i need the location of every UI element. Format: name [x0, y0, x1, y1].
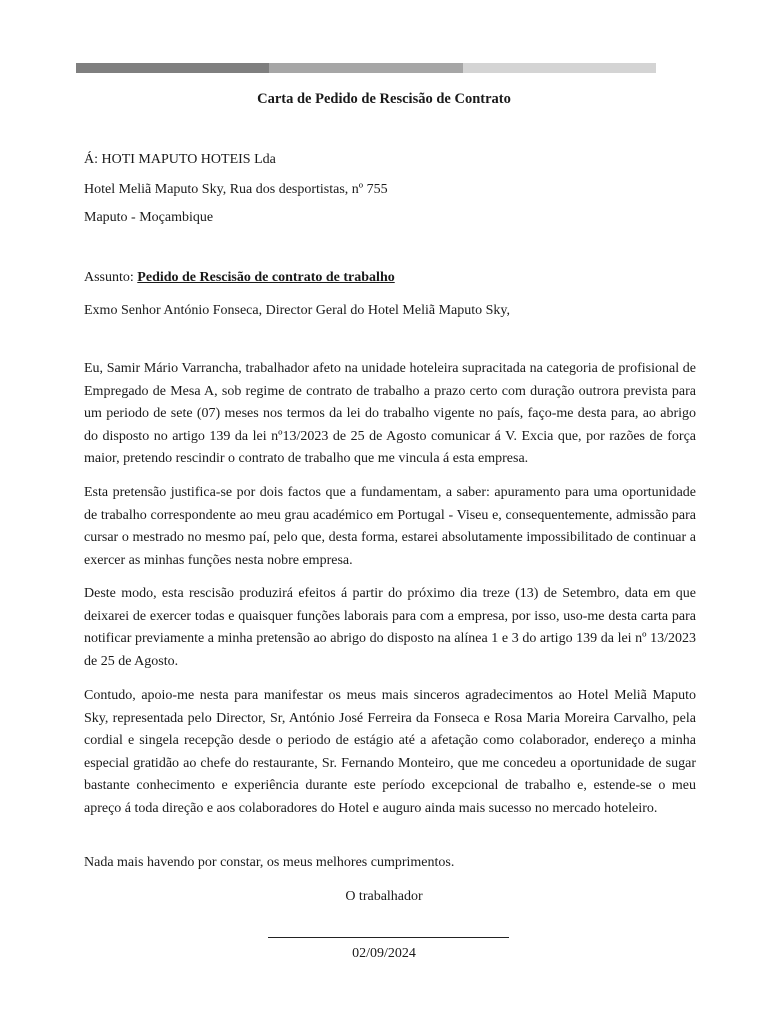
- signature-date: 02/09/2024: [352, 946, 416, 961]
- subject-label: Assunto:: [84, 270, 138, 285]
- signature-line: [268, 937, 509, 938]
- body-paragraph-1: Eu, Samir Mário Varrancha, trabalhador afeto na unidade hoteleira supracitada na categoria de profisional de Empregado de Mesa A, sob regime de contrato de trabalho a prazo certo com duração outrora prevista para um periodo de sete (07) meses nos termos da lei do trabalho vigente no país, faço-me desta para, ao abrigo do disposto no artigo 139 da lei nº13/2023 de 25 de Agosto comunicar á V. Excia que, por razões de força maior, pretendo rescindir o contrato de trabalho que me vincula á esta empresa.: [84, 361, 696, 466]
- body-paragraph-4: Contudo, apoio-me nesta para manifestar os meus mais sinceros agradecimentos ao Hotel Meliã Maputo Sky, representada pelo Director, Sr, António José Ferreira da Fonseca e Rosa Maria Moreira Carvalho, pela cordial e singela recepção desde o periodo de estágio até a afetação como colaborador, endereço a minha especial gratidão ao chefe do restaurante, Sr. Fernando Monteiro, que me concedeu a oportunidade de sugar bastante conhecimento e experiência durante este período excepcional de trabalho e, estende-se o meu apreço á toda direção e aos colaboradores do Hotel e auguro ainda mais sucesso no mercado hoteleiro.: [84, 688, 696, 816]
- recipient-line-2: Hotel Meliã Maputo Sky, Rua dos desportistas, nº 755: [84, 182, 388, 197]
- header-bar-segment-dark: [76, 63, 269, 73]
- header-bar-segment-light: [463, 63, 656, 73]
- recipient-line-3: Maputo - Moçambique: [84, 210, 214, 225]
- salutation: Exmo Senhor António Fonseca, Director Geral do Hotel Meliã Maputo Sky,: [84, 303, 511, 318]
- recipient-line-1: Á: HOTI MAPUTO HOTEIS Lda: [84, 152, 276, 167]
- document-title: Carta de Pedido de Rescisão de Contrato: [257, 91, 511, 107]
- body-paragraph-3: Deste modo, esta rescisão produzirá efeitos á partir do próximo dia treze (13) de Setembro, data em que deixarei de exercer todas e quaisquer funções laborais para com a empresa, por isso, uso-me desta carta para notificar previamente a minha pretensão ao abrigo do disposto na alínea 1 e 3 do artigo 139 da lei nº 13/2023 de 25 de Agosto.: [84, 586, 696, 669]
- header-decorative-bar: [76, 63, 656, 73]
- closing-line: Nada mais havendo por constar, os meus melhores cumprimentos.: [84, 855, 455, 870]
- subject-line: [84, 270, 395, 286]
- header-bar-segment-medium: [269, 63, 463, 73]
- body-paragraph-2: Esta pretensão justifica-se por dois factos que a fundamentam, a saber: apuramento para uma oportunidade de trabalho correspondente ao meu grau académico em Portugal - Viseu e, consequentemente, admissão para cursar o mestrado no mesmo paí, pelo que, desta forma, estarei absolutamente impossibilitado de continuar a exercer as minhas funções nesta nobre empresa.: [84, 485, 696, 568]
- subject-text: Pedido de Rescisão de contrato de trabalho: [137, 270, 395, 285]
- signature-label: O trabalhador: [345, 889, 423, 904]
